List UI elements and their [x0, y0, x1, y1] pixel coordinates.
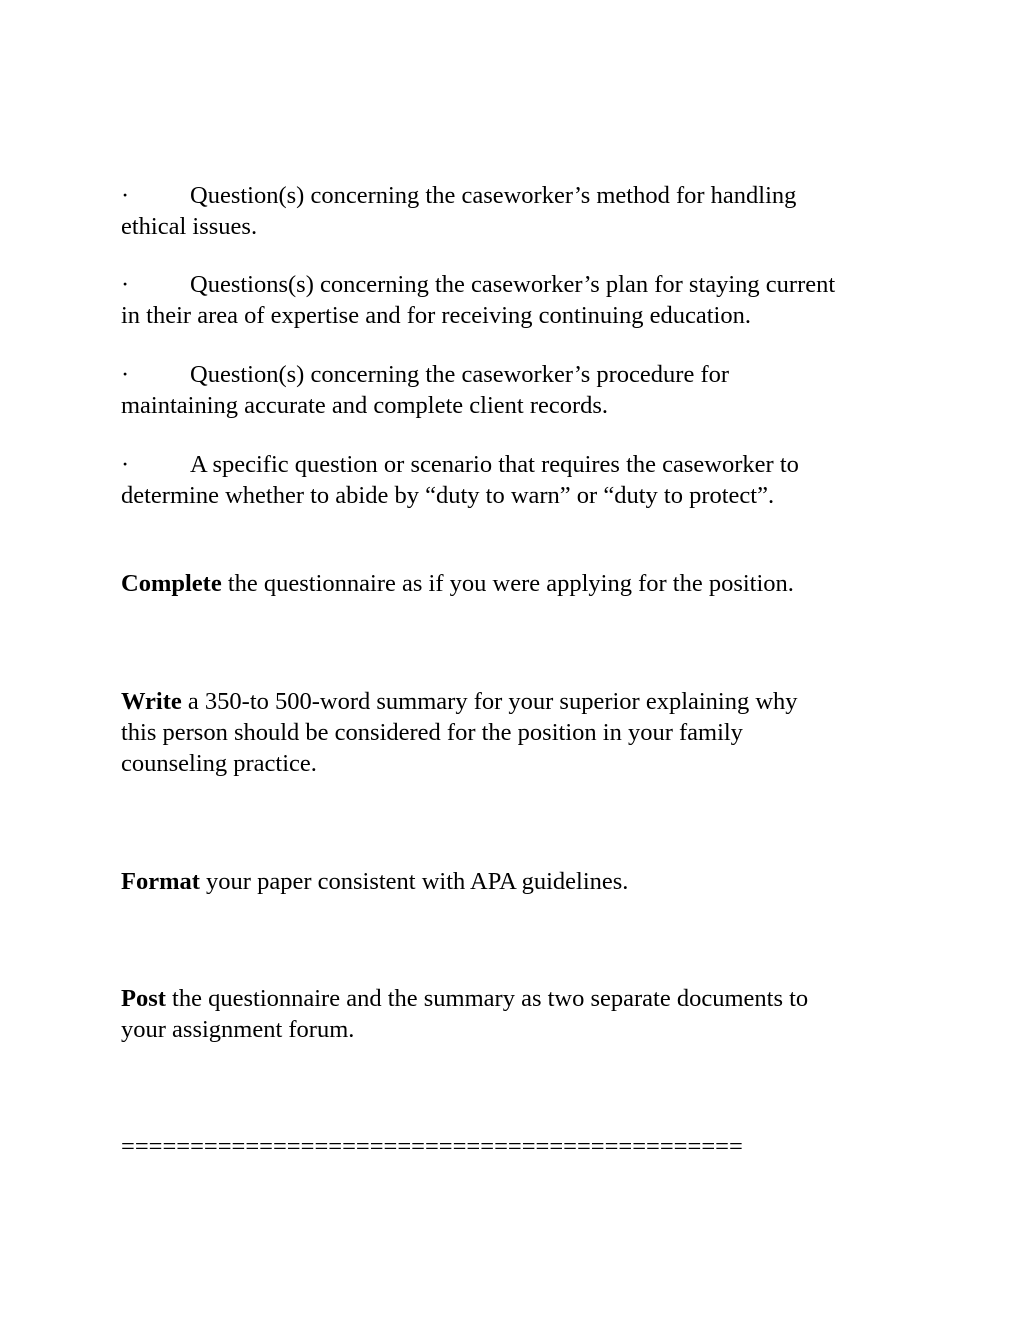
bullet-marker: ·	[121, 361, 130, 388]
bullet-text-line1: A specific question or scenario that requires the caseworker to	[190, 451, 799, 478]
bullet-text-line2: determine whether to abide by “duty to warn” or “duty to protect”.	[121, 482, 775, 509]
instruction-lead: Complete	[121, 570, 222, 597]
bullet-text-line1: Question(s) concerning the caseworker’s procedure for	[190, 361, 730, 388]
instruction-lead: Format	[121, 868, 200, 895]
instruction-write	[121, 686, 911, 779]
instruction-format	[121, 866, 911, 897]
instruction-text: the questionnaire as if you were applying for the position.	[221, 570, 794, 597]
bullet-text-line1: Questions(s) concerning the caseworker’s plan for staying current	[190, 271, 836, 298]
instruction-complete	[121, 568, 911, 599]
bullet-text-line2: maintaining accurate and complete client records.	[121, 392, 609, 419]
instruction-text-line2: this person should be considered for the position in your family	[121, 719, 743, 746]
instruction-lead: Write	[121, 688, 182, 715]
instruction-text-line2: your assignment forum.	[121, 1016, 355, 1043]
bullet-marker: ·	[121, 182, 130, 209]
instruction-lead: Post	[121, 985, 166, 1012]
separator-line: =============================================	[121, 1133, 743, 1160]
instruction-text: your paper consistent with APA guidelines.	[199, 868, 629, 895]
bullet-item-continuing-education	[121, 269, 911, 331]
instruction-text-line3: counseling practice.	[121, 750, 317, 777]
bullet-item-ethical-issues	[121, 180, 911, 242]
instruction-text-line1: the questionnaire and the summary as two separate documents to	[165, 985, 809, 1012]
bullet-marker: ·	[121, 271, 130, 298]
bullet-text-line2: ethical issues.	[121, 213, 258, 240]
bullet-text-line2: in their area of expertise and for receiving continuing education.	[121, 302, 751, 329]
bullet-text-line1: Question(s) concerning the caseworker’s method for handling	[190, 182, 797, 209]
instruction-post	[121, 983, 911, 1045]
bullet-marker: ·	[121, 451, 130, 478]
bullet-item-duty-to-warn	[121, 449, 911, 511]
instruction-text-line1: a 350-to 500-word summary for your superior explaining why	[181, 688, 798, 715]
bullet-item-client-records	[121, 359, 911, 421]
